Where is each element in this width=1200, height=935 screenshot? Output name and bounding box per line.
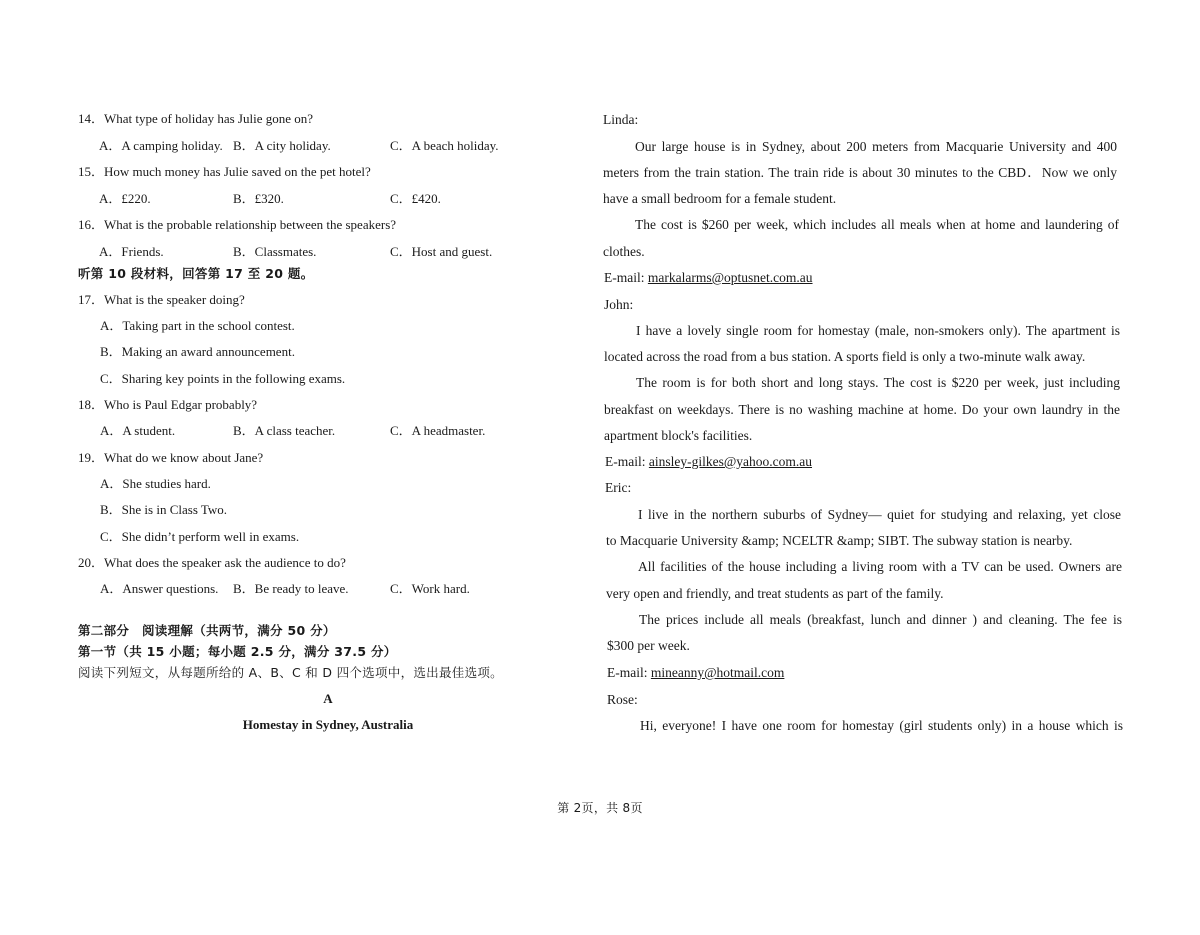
q19-stem: 19．What do we know about Jane? [78,450,264,465]
linda-email-link[interactable]: markalarms@optusnet.com.au [647,270,813,285]
section-10-heading: 听第 10 段材料，回答第 17 至 20 题。 [78,266,314,281]
linda-name: Linda: [603,112,639,127]
eric-paragraph-2-line-1: All facilities of the house including a living room with a TV can be used. Owners are [638,559,1122,574]
q15-option-c: C．£420. [390,191,441,206]
q17-stem: 17．What is the speaker doing? [78,292,245,307]
q14-stem: 14．What type of holiday has Julie gone on? [78,111,314,126]
john-paragraph-1-line-2: located across the road from a bus station. A sports field is only a two-minute walk away. [604,349,1086,364]
linda-email-label: E-mail: [604,270,648,285]
q15-stem: 15．How much money has Julie saved on the pet hotel? [78,164,371,179]
q15-option-a: A．£220. [99,191,151,206]
eric-email-label: E-mail: [607,665,651,680]
q18-stem: 18．Who is Paul Edgar probably? [78,397,258,412]
john-email-line [605,454,812,470]
linda-paragraph-2-line-1: The cost is $260 per week, which includes all meals when at home and laundering of [635,217,1119,232]
q16-option-a: A．Friends. [99,244,164,259]
eric-paragraph-2-line-2: very open and friendly, and treat students as part of the family. [606,586,944,601]
q16-option-c: C．Host and guest. [390,244,493,259]
q20-option-b: B．Be ready to leave. [233,581,349,596]
linda-paragraph-1-line-1: Our large house is in Sydney, about 200 meters from Macquarie University and 400 [635,139,1117,154]
eric-paragraph-1-line-2: to Macquarie University &amp; NCELTR &amp; SIBT. The subway station is nearby. [606,533,1073,548]
eric-name: Eric: [605,480,632,495]
q19-option-c: C．She didn’t perform well in exams. [100,529,300,544]
john-paragraph-2-line-2: breakfast on weekdays. There is no washing machine at home. Do your own laundry in the [604,402,1120,417]
eric-paragraph-1-line-1: I live in the northern suburbs of Sydney— quiet for studying and relaxing, yet close [638,507,1121,522]
section-1-heading: 第一节（共 15 小题；每小题 2.5 分，满分 37.5 分） [78,644,397,659]
rose-paragraph-1-line-1: Hi, everyone! I have one room for homestay (girl students only) in a house which is [640,718,1123,733]
q18-option-c: C．A headmaster. [390,423,486,438]
john-email-link[interactable]: ainsley-gilkes@yahoo.com.au [648,454,813,469]
eric-email-line [607,665,784,681]
q17-option-a: A．Taking part in the school contest. [100,318,295,333]
eric-paragraph-3-line-2: $300 per week. [607,638,690,653]
passage-title: Homestay in Sydney, Australia [242,717,414,732]
q16-stem: 16．What is the probable relationship between the speakers? [78,217,397,232]
linda-paragraph-1-line-3: have a small bedroom for a female student. [603,191,837,206]
q14-option-a: A．A camping holiday. [99,138,223,153]
q18-option-b: B．A class teacher. [233,423,336,438]
john-paragraph-2-line-3: apartment block's facilities. [604,428,753,443]
q15-option-b: B．£320. [233,191,284,206]
rose-name: Rose: [607,692,638,707]
q20-option-c: C．Work hard. [390,581,470,596]
john-paragraph-2-line-1: The room is for both short and long stays. The cost is $220 per week, just including [636,375,1120,390]
eric-paragraph-3-line-1: The prices include all meals (breakfast, lunch and dinner ) and cleaning. The fee is [639,612,1122,627]
q14-option-c: C．A beach holiday. [390,138,499,153]
q19-option-b: B．She is in Class Two. [100,502,228,517]
part-2-heading: 第二部分 阅读理解（共两节，满分 50 分） [78,623,336,638]
eric-email-link[interactable]: mineanny@hotmail.com [650,665,785,680]
john-email-label: E-mail: [605,454,649,469]
john-paragraph-1-line-1: I have a lovely single room for homestay (male, non-smokers only). The apartment is [636,323,1120,338]
q20-option-a: A．Answer questions. [100,581,219,596]
linda-paragraph-2-line-2: clothes. [603,244,645,259]
q20-stem: 20．What does the speaker ask the audience to do? [78,555,346,570]
reading-instruction: 阅读下列短文，从每题所给的 A、B、C 和 D 四个选项中，选出最佳选项。 [78,665,503,680]
linda-paragraph-1-line-2: meters from the train station. The train ride is about 30 minutes to the CBD．Now we only [603,165,1117,180]
q17-option-c: C．Sharing key points in the following exams. [100,371,346,386]
q16-option-b: B．Classmates. [233,244,317,259]
john-name: John: [604,297,634,312]
q18-option-a: A．A student. [100,423,176,438]
passage-letter: A [323,691,333,706]
q14-option-b: B．A city holiday. [233,138,331,153]
q17-option-b: B．Making an award announcement. [100,344,295,359]
q19-option-a: A．She studies hard. [100,476,211,491]
linda-email-line [604,270,813,286]
page-number-footer: 第 2页，共 8页 [557,801,643,815]
